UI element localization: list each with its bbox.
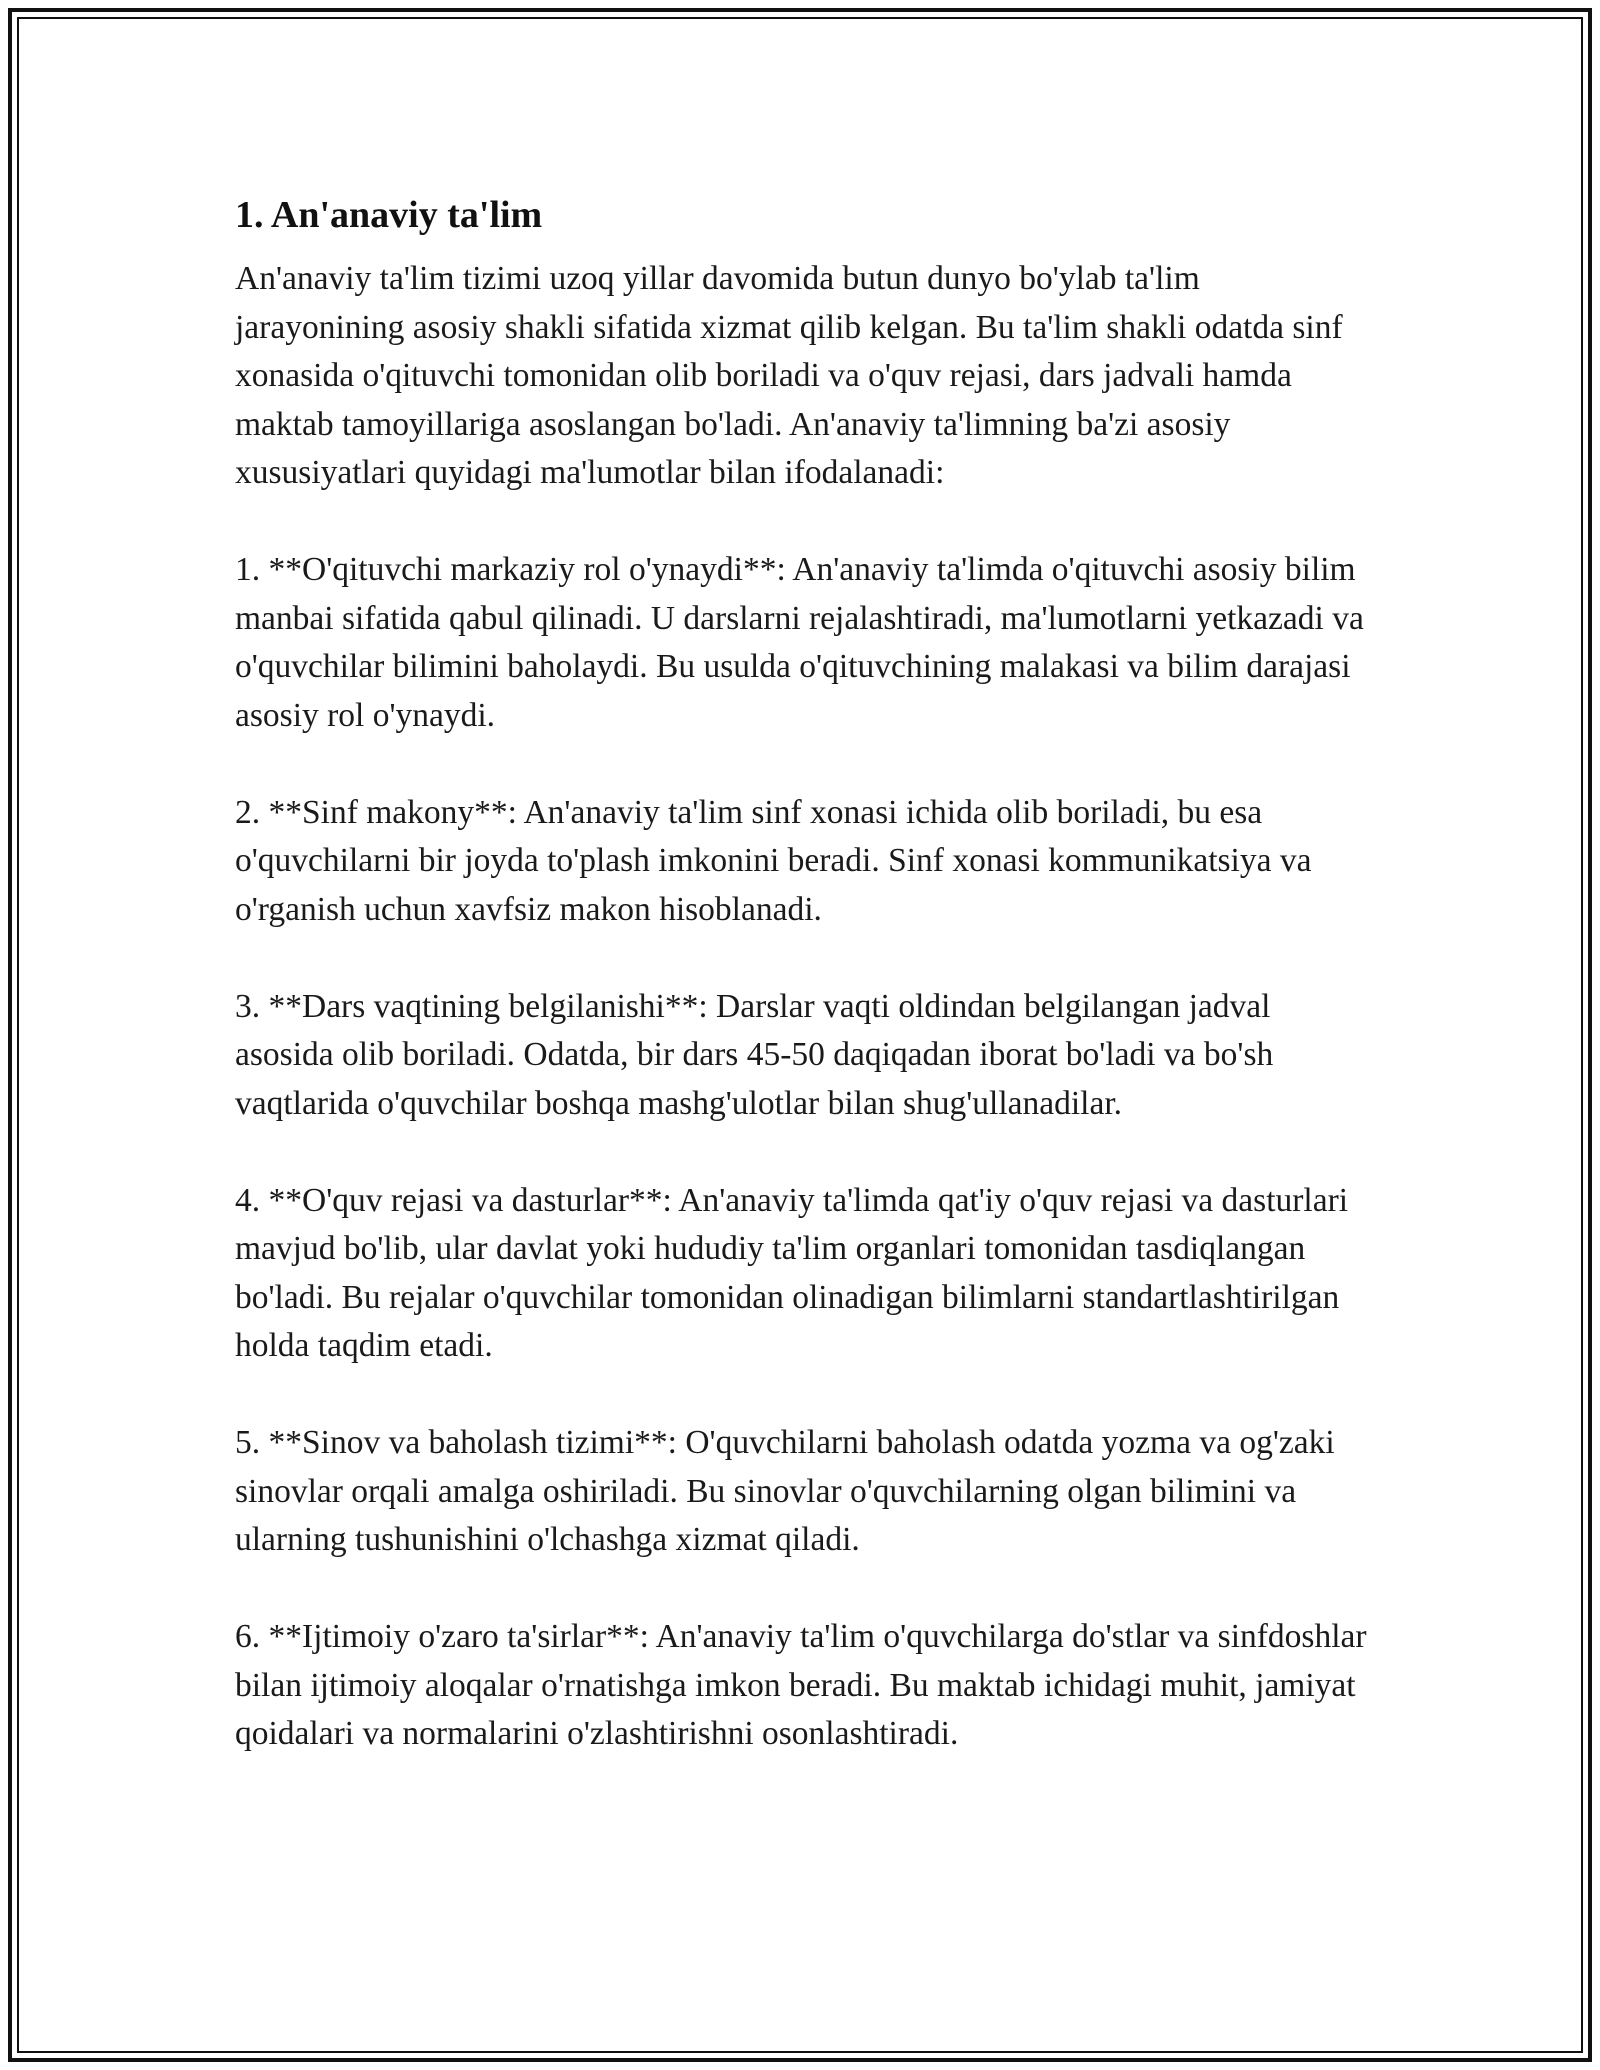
list-item-4: 4. **O'quv rejasi va dasturlar**: An'anaviy ta'limda qat'iy o'quv rejasi va dasturlari mavjud bo'lib, ular davlat yoki hududiy ta'lim organlari tomonidan tasdiqlangan bo'ladi. Bu rejalar o'quvchilar tomonidan olinadigan bilimlarni standartlashtirilgan holda taqdim etadi.	[235, 1181, 1349, 1364]
document-title: 1. An'anaviy ta'lim	[235, 194, 543, 236]
list-item-5: 5. **Sinov va baholash tizimi**: O'quvchilarni baholash odatda yozma va og'zaki sinovlar orqali amalga oshiriladi. Bu sinovlar o'quvchilarning olgan bilimini va ularning tushunishini o'lchashga xizmat qiladi.	[235, 1424, 1335, 1558]
list-item-6: 6. **Ijtimoiy o'zaro ta'sirlar**: An'anaviy ta'lim o'quvchilarga do'stlar va sinfdoshlar bilan ijtimoiy aloqalar o'rnatishga imkon beradi. Bu maktab ichidagi muhit, jamiyat qoidalari va normalarini o'zlashtirishni osonlashtiradi.	[235, 1618, 1367, 1752]
document-body	[235, 185, 1375, 1807]
list-item-3: 3. **Dars vaqtining belgilanishi**: Darslar vaqti oldindan belgilangan jadval asosida olib boriladi. Odatda, bir dars 45-50 daqiqadan iborat bo'ladi va bo'sh vaqtlarida o'quvchilar boshqa mashg'ulotlar bilan shug'ullanadilar.	[235, 987, 1274, 1122]
list-item-2: 2. **Sinf makony**: An'anaviy ta'lim sinf xonasi ichida olib boriladi, bu esa o'quvchilarni bir joyda to'plash imkonini beradi. Sinf xonasi kommunikatsiya va o'rganish uchun xavfsiz makon hisoblanadi.	[235, 793, 1312, 928]
intro-paragraph: An'anaviy ta'lim tizimi uzoq yillar davomida butun dunyo bo'ylab ta'lim jarayonining asosiy shakli sifatida xizmat qilib kelgan. Bu ta'lim shakli odatda sinf xonasida o'qituvchi tomonidan olib boriladi va o'quv rejasi, dars jadvali hamda maktab tamoyillariga asoslangan bo'ladi. An'anaviy ta'limning ba'zi asosiy xususiyatlari quyidagi ma'lumotlar bilan ifodalanadi:	[235, 260, 1343, 491]
list-item-1: 1. **O'qituvchi markaziy rol o'ynaydi**: An'anaviy ta'limda o'qituvchi asosiy bilim manbai sifatida qabul qilinadi. U darslarni rejalashtiradi, ma'lumotlarni yetkazadi va o'quvchilar bilimini baholaydi. Bu usulda o'qituvchining malakasi va bilim darajasi asosiy rol o'ynaydi.	[235, 551, 1364, 734]
